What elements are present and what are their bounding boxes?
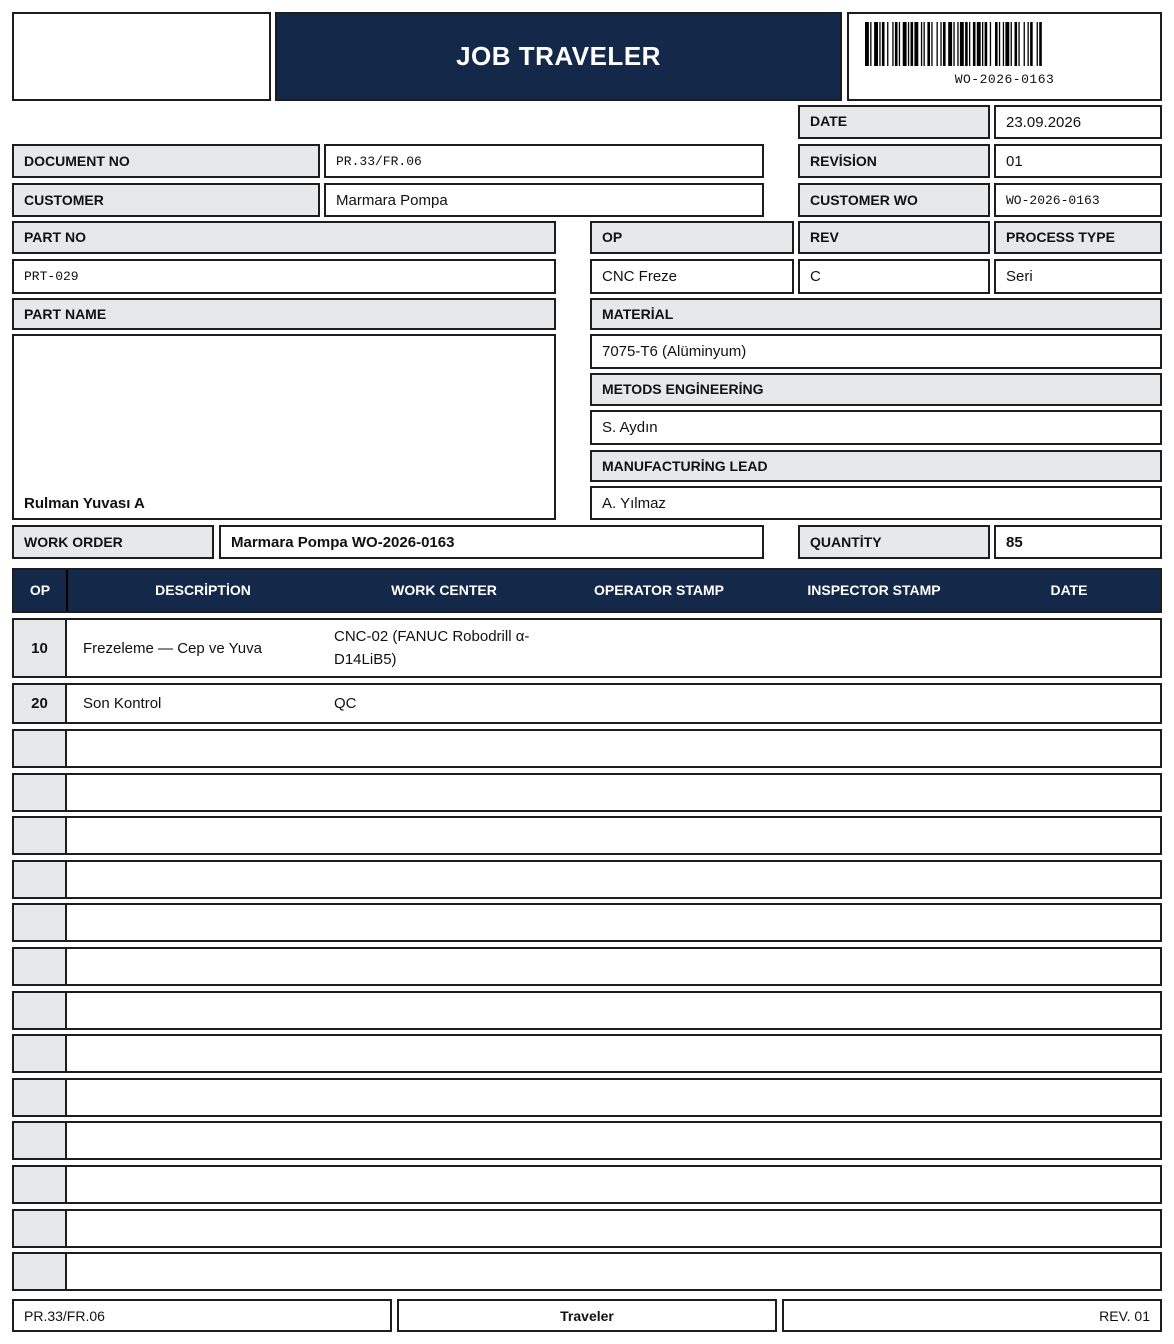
barcode: [847, 12, 1162, 101]
empty-table-row: [12, 1078, 1162, 1117]
column-header-description: DESCRİPTİON: [155, 582, 251, 598]
column-header-inspector-stamp: INSPECTOR STAMP: [807, 582, 941, 598]
footer-title: Traveler: [397, 1299, 777, 1332]
methods-engineering-value: S. Aydın: [590, 410, 1162, 445]
empty-table-row: [12, 1252, 1162, 1291]
table-row: [12, 683, 1162, 724]
row-body: [65, 1034, 1162, 1073]
footer-document-code: PR.33/FR.06: [12, 1299, 392, 1332]
part-name-label: PART NAME: [12, 298, 556, 330]
part-name-value: Rulman Yuvası A: [24, 495, 145, 512]
empty-table-row: [12, 991, 1162, 1030]
row-body: [65, 816, 1162, 855]
op-number: [12, 1121, 67, 1160]
operation-description: Frezeleme — Cep ve Yuva: [83, 639, 262, 657]
column-header-op: OP: [29, 582, 51, 598]
operations-header: [12, 568, 1162, 613]
op-number: [12, 729, 67, 768]
customer-value: Marmara Pompa: [324, 183, 764, 217]
part-no-value: PRT-029: [12, 259, 556, 294]
op-number: [12, 1209, 67, 1248]
row-body: [65, 773, 1162, 812]
process-type-label: PROCESS TYPE: [994, 221, 1162, 254]
empty-table-row: [12, 729, 1162, 768]
revision-label: REVİSİON: [798, 144, 990, 178]
barcode-text: WO-2026-0163: [954, 72, 1055, 87]
op-number: [12, 1034, 67, 1073]
part-name-box: [12, 334, 556, 520]
empty-table-row: [12, 860, 1162, 899]
op-number: [12, 816, 67, 855]
date-value: 23.09.2026: [994, 105, 1162, 139]
op-number: 20: [12, 683, 67, 724]
part-no-label: PART NO: [12, 221, 556, 254]
row-body: [65, 1252, 1162, 1291]
row-body: [65, 1121, 1162, 1160]
operation-work-center: CNC-02 (FANUC Robodrill α-D14LiB5): [334, 628, 530, 668]
empty-table-row: [12, 1034, 1162, 1073]
row-body: [65, 729, 1162, 768]
op-number: [12, 903, 67, 942]
row-body: [65, 947, 1162, 986]
empty-table-row: [12, 816, 1162, 855]
material-label: MATERİAL: [590, 298, 1162, 330]
row-body: [65, 903, 1162, 942]
document-no-label: DOCUMENT NO: [12, 144, 320, 178]
op-number: [12, 773, 67, 812]
page-title: JOB TRAVELER: [275, 12, 842, 101]
customer-wo-label: CUSTOMER WO: [798, 183, 990, 217]
process-type-value: Seri: [994, 259, 1162, 294]
row-body: [65, 1209, 1162, 1248]
column-header-operator-stamp: OPERATOR STAMP: [594, 582, 724, 598]
logo-area: [12, 12, 271, 101]
op-value: CNC Freze: [590, 259, 794, 294]
footer-revision: REV. 01: [782, 1299, 1162, 1332]
revision-value: 01: [994, 144, 1162, 178]
op-number: [12, 991, 67, 1030]
op-number: 10: [12, 618, 67, 678]
work-order-label: WORK ORDER: [12, 525, 214, 559]
row-body: [65, 1078, 1162, 1117]
op-number: [12, 947, 67, 986]
op-number: [12, 860, 67, 899]
barcode-icon: [863, 22, 1148, 68]
quantity-label: QUANTİTY: [798, 525, 990, 559]
manufacturing-lead-value: A. Yılmaz: [590, 486, 1162, 520]
rev-label: REV: [798, 221, 990, 254]
row-body: [65, 1165, 1162, 1204]
customer-label: CUSTOMER: [12, 183, 320, 217]
date-label: DATE: [798, 105, 990, 139]
op-label: OP: [590, 221, 794, 254]
column-header-date: DATE: [1050, 582, 1088, 598]
op-number: [12, 1252, 67, 1291]
operation-work-center: QC: [334, 695, 357, 712]
material-value: 7075-T6 (Alüminyum): [590, 334, 1162, 369]
quantity-value: 85: [994, 525, 1162, 559]
empty-table-row: [12, 1165, 1162, 1204]
empty-table-row: [12, 903, 1162, 942]
op-number: [12, 1165, 67, 1204]
document-no-value: PR.33/FR.06: [324, 144, 764, 178]
row-body: [65, 618, 1162, 678]
op-number: [12, 1078, 67, 1117]
row-body: [65, 683, 1162, 724]
row-body: [65, 860, 1162, 899]
rev-value: C: [798, 259, 990, 294]
work-order-value: Marmara Pompa WO-2026-0163: [219, 525, 764, 559]
operation-description: Son Kontrol: [83, 695, 162, 712]
manufacturing-lead-label: MANUFACTURİNG LEAD: [590, 450, 1162, 482]
methods-engineering-label: METODS ENGİNEERİNG: [590, 373, 1162, 406]
empty-table-row: [12, 1121, 1162, 1160]
empty-table-row: [12, 947, 1162, 986]
empty-table-row: [12, 1209, 1162, 1248]
customer-wo-value: WO-2026-0163: [994, 183, 1162, 217]
table-row: [12, 618, 1162, 678]
row-body: [65, 991, 1162, 1030]
empty-table-row: [12, 773, 1162, 812]
column-header-work-center: WORK CENTER: [391, 582, 497, 598]
